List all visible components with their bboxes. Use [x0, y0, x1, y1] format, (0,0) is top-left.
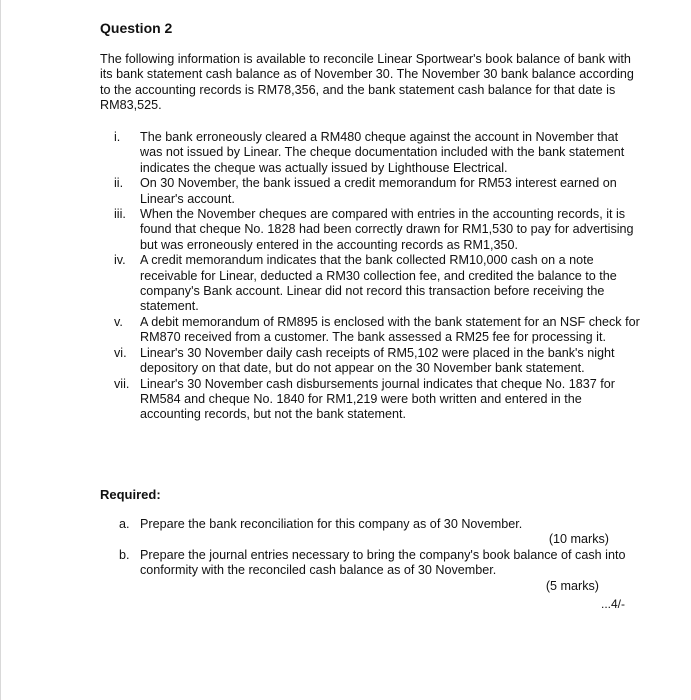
item-text: Linear's 30 November daily cash receipts of RM5,102 were placed in the bank's night depository on that date, but do not appear on the 30 November bank statement.: [140, 345, 615, 376]
list-item: [100, 207, 640, 253]
task-letter: b.: [119, 547, 130, 562]
item-text: Linear's 30 November cash disbursements journal indicates that cheque No. 1837 for RM584 and cheque No. 1840 for RM1,219 were both written and entered in the accounting records, but not the bank statement.: [140, 376, 615, 422]
item-text: The bank erroneously cleared a RM480 cheque against the account in November that was not issued by Linear. The cheque documentation included with the bank statement indicates the cheque was actually issued by Lighthouse Electrical.: [140, 130, 625, 175]
page-continuation-marker: ...4/-: [601, 597, 626, 611]
task-item: [119, 548, 639, 579]
question-intro: The following information is available to reconcile Linear Sportwear's book balance of bank with its bank statement cash balance as of November 30. The November 30 bank balance according to the accounting records is RM78,356, and the bank statement cash balance for that date is RM83,525.: [100, 52, 634, 113]
task-item: [119, 517, 639, 532]
item-number: v.: [114, 314, 123, 329]
task-letter: a.: [119, 517, 130, 531]
list-item: [100, 130, 640, 176]
item-number: iv.: [114, 253, 126, 268]
item-text: On 30 November, the bank issued a credit memorandum for RM53 interest earned on Linear's account.: [140, 176, 617, 206]
list-item: [100, 176, 640, 207]
item-text: When the November cheques are compared with entries in the accounting records, it is found that cheque No. 1828 had been correctly drawn for RM1,530 to pay for advertising but was erroneously entered in the accounting records as RM1,350.: [140, 207, 634, 252]
required-tasks: [119, 517, 639, 594]
item-number: vi.: [114, 345, 127, 360]
task-marks: (10 marks): [548, 532, 609, 547]
item-text: A debit memorandum of RM895 is enclosed with the bank statement for an NSF check for RM870 received from a customer. The bank assessed a RM25 fee for processing it.: [140, 314, 640, 345]
task-text: Prepare the journal entries necessary to bring the company's book balance of cash into conformity with the reconciled cash balance as of 30 November.: [140, 547, 626, 578]
item-number: i.: [114, 130, 121, 144]
item-text: A credit memorandum indicates that the bank collected RM10,000 cash on a note receivable for Linear, deducted a RM30 collection fee, and credited the balance to the company's Bank account. Linear did not record this transaction before receiving the statement.: [140, 253, 617, 314]
task-marks: (5 marks): [545, 578, 599, 593]
item-number: ii.: [114, 176, 124, 191]
list-item: [100, 315, 640, 346]
item-number: iii.: [114, 207, 126, 222]
question-title: Question 2: [100, 20, 173, 36]
list-item: [100, 346, 640, 377]
information-list: [100, 130, 640, 423]
item-number: vii.: [114, 376, 130, 391]
task-text: Prepare the bank reconciliation for this company as of 30 November.: [140, 517, 523, 531]
required-heading: Required:: [100, 487, 161, 502]
list-item: [100, 253, 640, 315]
list-item: [100, 377, 640, 423]
